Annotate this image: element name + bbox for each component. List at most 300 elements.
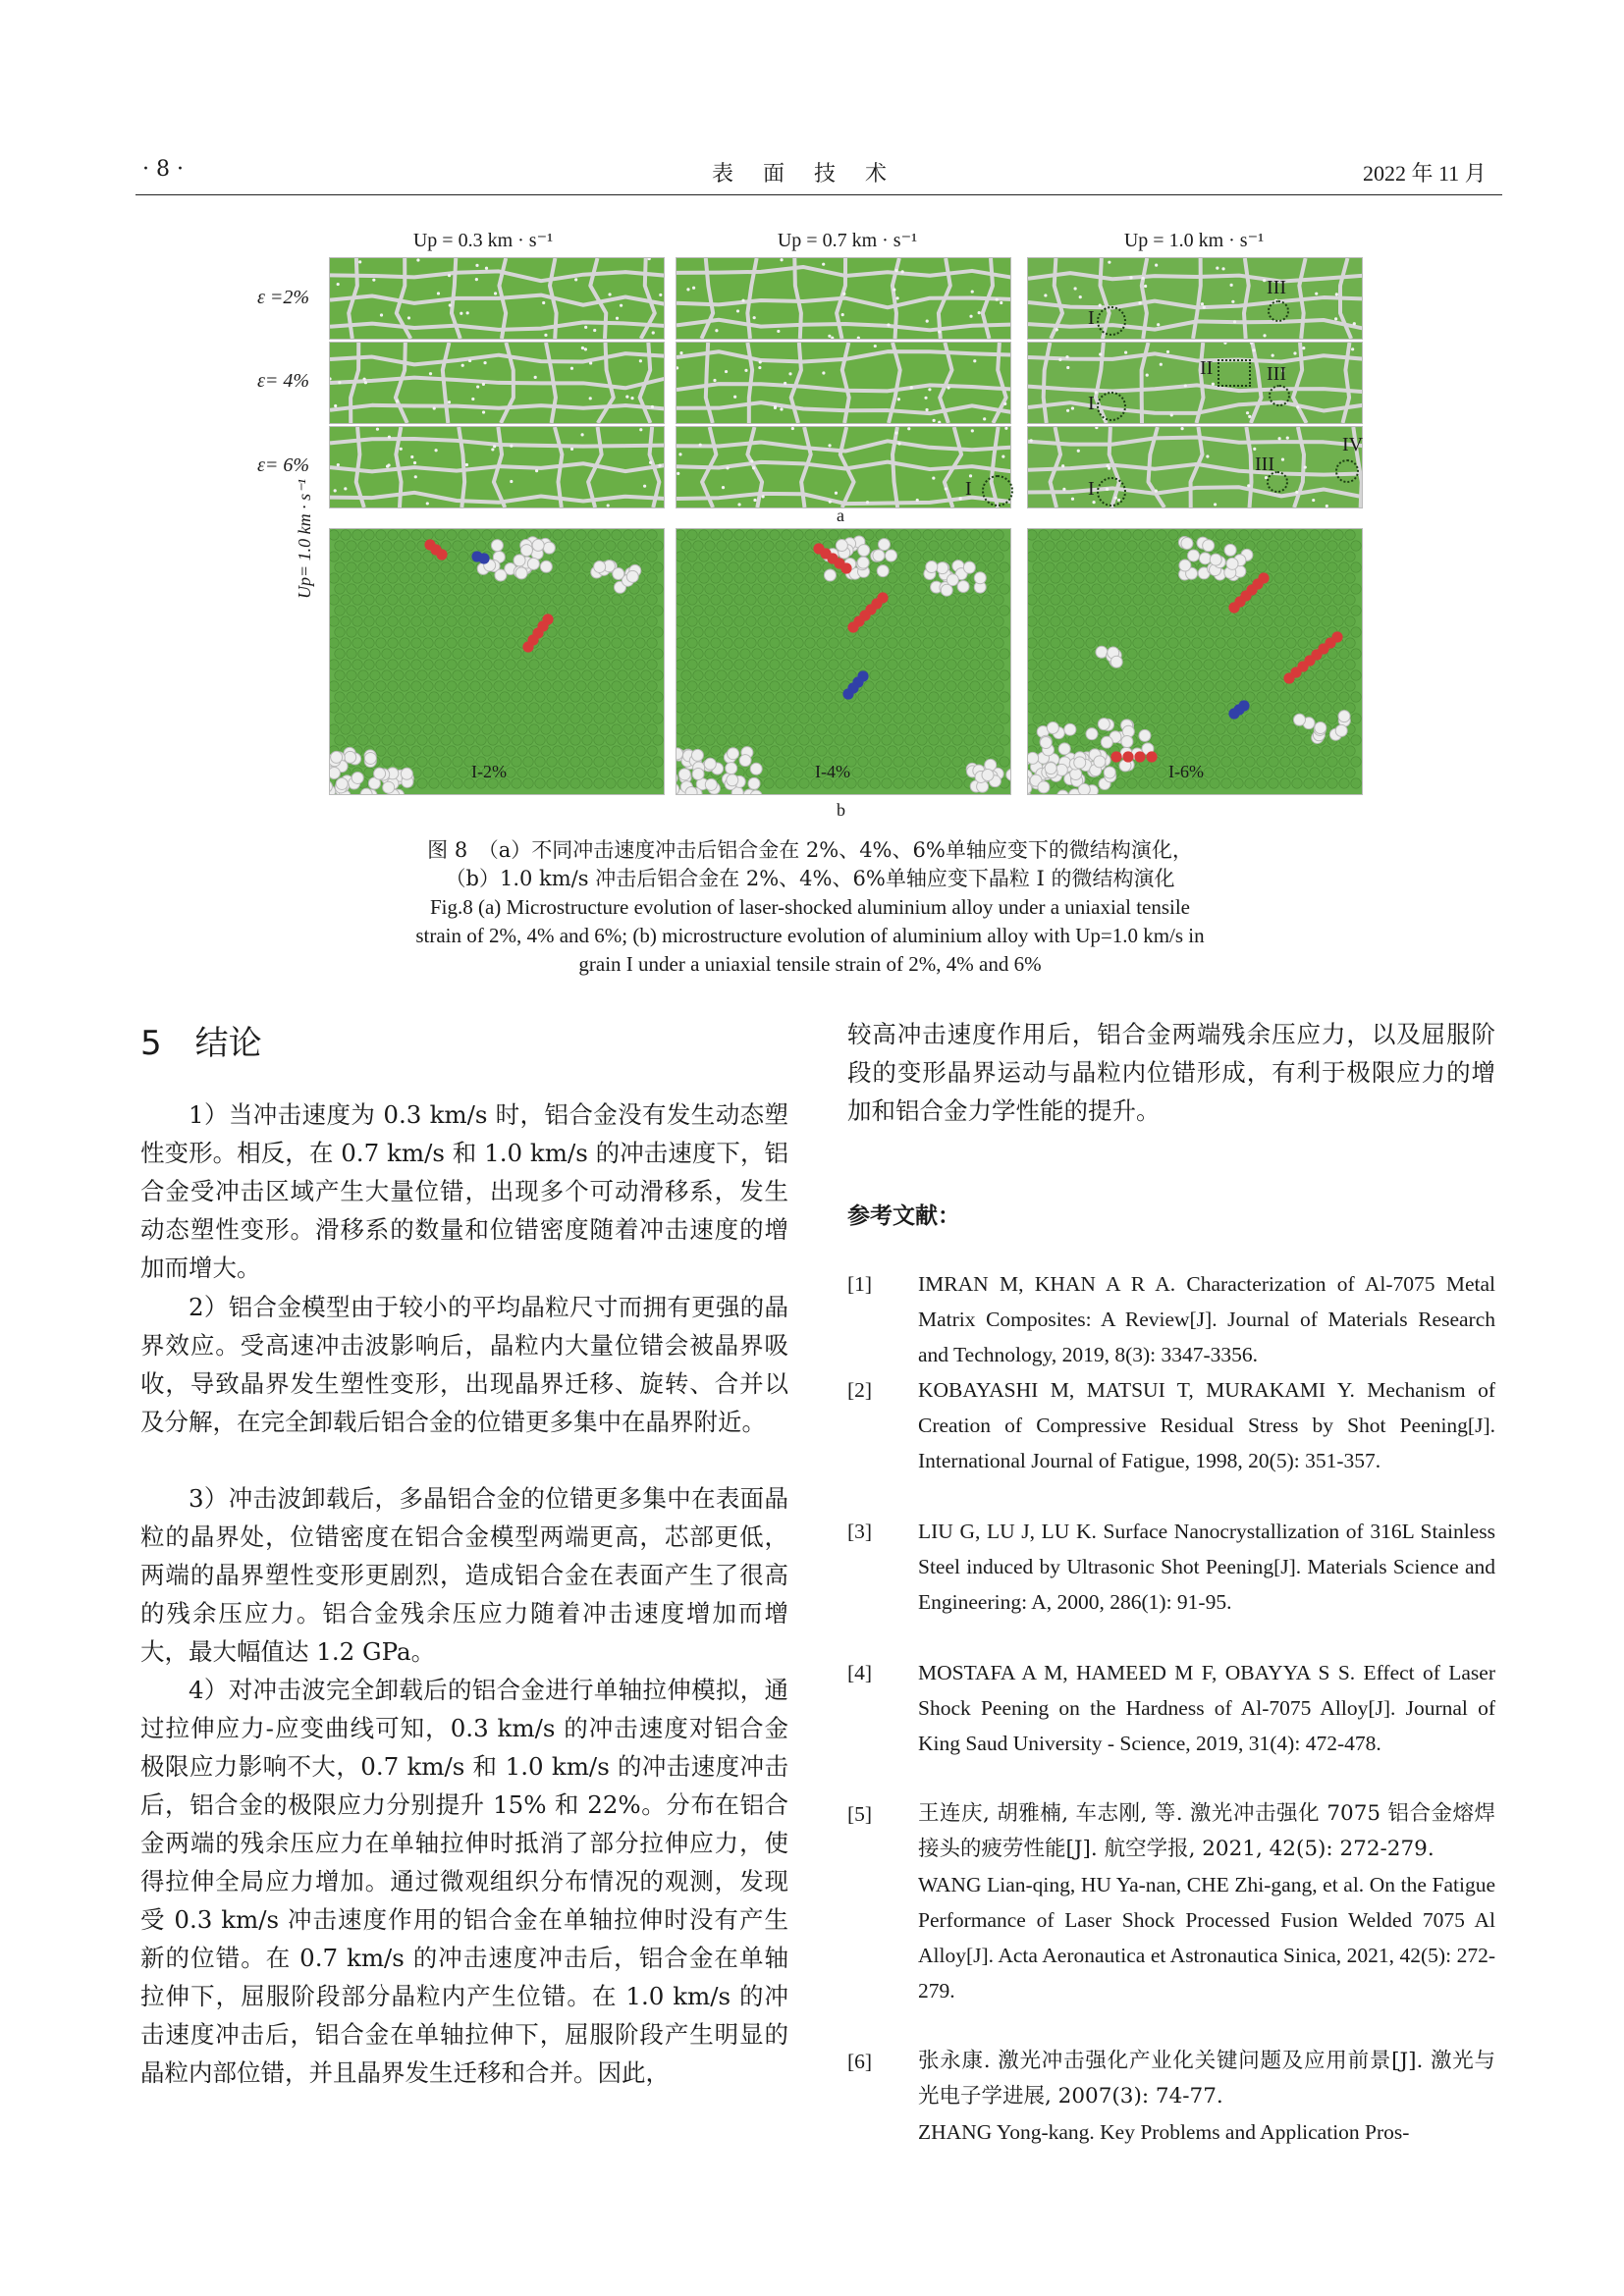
- fcc-atom: [618, 778, 627, 788]
- disordered-atom: [1253, 448, 1256, 451]
- fcc-atom: [1074, 552, 1084, 561]
- fcc-atom: [341, 530, 351, 540]
- fcc-atom: [676, 703, 685, 713]
- disordered-atom: [331, 751, 343, 763]
- fcc-atom: [1121, 573, 1131, 583]
- fcc-atom: [1068, 649, 1078, 659]
- panel-label-I-6: I-6%: [1168, 762, 1204, 781]
- disordered-atom: [1095, 391, 1098, 394]
- fcc-atom: [618, 670, 627, 680]
- disordered-atom: [679, 351, 682, 354]
- fcc-atom: [723, 681, 732, 691]
- fcc-atom: [341, 681, 351, 691]
- fcc-atom: [1000, 584, 1009, 594]
- fcc-atom: [1145, 530, 1155, 540]
- fcc-atom: [764, 714, 774, 723]
- fcc-atom: [793, 768, 803, 777]
- disordered-atom: [510, 480, 513, 483]
- fcc-atom: [1157, 660, 1166, 669]
- fcc-atom: [787, 692, 797, 702]
- fcc-atom: [699, 703, 709, 713]
- reference-text-en: ZHANG Yong-kang. Key Problems and Application Pros-: [918, 2120, 1410, 2144]
- fcc-atom: [388, 616, 398, 626]
- fcc-atom: [876, 616, 886, 626]
- fcc-atom: [570, 757, 580, 767]
- fcc-atom: [1304, 606, 1314, 615]
- disordered-atom: [620, 304, 623, 307]
- fcc-atom: [1245, 606, 1255, 615]
- fcc-atom: [1080, 562, 1090, 572]
- fcc-atom: [1104, 627, 1113, 637]
- fcc-atom: [576, 746, 586, 756]
- fcc-atom: [693, 735, 703, 745]
- fcc-atom: [441, 778, 451, 788]
- fcc-atom: [423, 724, 433, 734]
- fcc-atom: [1192, 616, 1202, 626]
- fcc-atom: [905, 606, 915, 615]
- fcc-atom: [1133, 552, 1143, 561]
- fcc-atom: [406, 670, 415, 680]
- fcc-atom: [917, 627, 927, 637]
- fcc-atom: [653, 692, 663, 702]
- dislocation-atom: [1110, 751, 1121, 762]
- fcc-atom: [429, 735, 439, 745]
- fcc-atom: [852, 746, 862, 756]
- fcc-atom: [535, 757, 545, 767]
- fcc-atom: [1322, 703, 1331, 713]
- fcc-atom: [494, 638, 504, 648]
- fcc-atom: [347, 692, 356, 702]
- grain-boundary: [1028, 437, 1363, 446]
- disordered-atom: [1040, 737, 1052, 749]
- fcc-atom: [676, 681, 685, 691]
- fcc-atom: [941, 735, 950, 745]
- fcc-atom: [476, 541, 486, 551]
- disordered-atom: [1121, 735, 1133, 747]
- disordered-atom: [885, 550, 896, 561]
- disordered-atom: [589, 397, 592, 400]
- disordered-atom: [1180, 427, 1183, 430]
- fcc-atom: [470, 746, 480, 756]
- fcc-atom: [1198, 692, 1208, 702]
- disordered-atom: [753, 316, 756, 319]
- fcc-atom: [612, 724, 622, 734]
- disordered-atom: [329, 768, 340, 779]
- fcc-atom: [823, 735, 833, 745]
- fcc-atom: [529, 595, 539, 605]
- fcc-atom: [740, 649, 750, 659]
- fcc-atom: [899, 616, 909, 626]
- fcc-atom: [811, 735, 821, 745]
- fcc-atom: [947, 530, 956, 540]
- fcc-atom: [459, 530, 468, 540]
- fcc-atom: [1257, 778, 1267, 788]
- fcc-atom: [618, 757, 627, 767]
- fcc-atom: [1274, 660, 1284, 669]
- disordered-atom: [1000, 301, 1002, 304]
- disordered-atom: [433, 406, 436, 409]
- fcc-atom: [335, 714, 345, 723]
- fcc-atom: [988, 627, 998, 637]
- fcc-atom: [1292, 757, 1302, 767]
- fcc-atom: [876, 746, 886, 756]
- fcc-atom: [1198, 584, 1208, 594]
- fcc-atom: [1251, 638, 1261, 648]
- fcc-atom: [1257, 562, 1267, 572]
- fcc-atom: [1180, 681, 1190, 691]
- disordered-atom: [338, 381, 341, 384]
- fcc-atom: [559, 584, 568, 594]
- fcc-atom: [400, 703, 409, 713]
- fcc-atom: [1351, 649, 1361, 659]
- fcc-atom: [565, 573, 574, 583]
- disordered-atom: [836, 540, 847, 552]
- fcc-atom: [553, 573, 563, 583]
- fcc-atom: [840, 660, 850, 669]
- disordered-atom: [1157, 323, 1160, 326]
- fcc-atom: [1233, 627, 1243, 637]
- fcc-atom: [923, 746, 933, 756]
- fcc-atom: [441, 670, 451, 680]
- fcc-atom: [535, 670, 545, 680]
- disordered-atom: [937, 562, 948, 574]
- fcc-atom: [1251, 768, 1261, 777]
- fcc-atom: [835, 670, 844, 680]
- fcc-atom: [1051, 616, 1060, 626]
- fcc-atom: [635, 660, 645, 669]
- fcc-atom: [1039, 552, 1049, 561]
- fcc-atom: [1145, 660, 1155, 669]
- fcc-atom: [1174, 584, 1184, 594]
- fcc-atom: [1139, 541, 1149, 551]
- fcc-atom: [400, 595, 409, 605]
- fcc-atom: [1333, 681, 1343, 691]
- disordered-atom: [774, 406, 777, 409]
- disordered-atom: [1078, 783, 1090, 795]
- fcc-atom: [1322, 530, 1331, 540]
- fcc-atom: [582, 692, 592, 702]
- fcc-atom: [947, 746, 956, 756]
- fcc-atom: [1351, 562, 1361, 572]
- fcc-atom: [746, 660, 756, 669]
- twin-atom: [842, 688, 853, 699]
- fcc-atom: [470, 703, 480, 713]
- fcc-atom: [952, 541, 962, 551]
- dotted-circle: [1269, 385, 1290, 406]
- fcc-atom: [935, 724, 945, 734]
- disordered-atom: [874, 345, 877, 347]
- fcc-atom: [1210, 649, 1219, 659]
- fcc-atom: [941, 714, 950, 723]
- fcc-atom: [1000, 757, 1009, 767]
- fcc-atom: [723, 703, 732, 713]
- fcc-atom: [453, 606, 462, 615]
- fcc-atom: [699, 530, 709, 540]
- fcc-atom: [517, 681, 527, 691]
- fcc-atom: [411, 724, 421, 734]
- fcc-atom: [693, 606, 703, 615]
- fcc-atom: [1168, 681, 1178, 691]
- fcc-atom: [1322, 746, 1331, 756]
- disordered-atom: [677, 472, 679, 475]
- disordered-atom: [726, 763, 737, 774]
- fcc-atom: [1104, 670, 1113, 680]
- fcc-atom: [1115, 606, 1125, 615]
- fcc-atom: [606, 778, 616, 788]
- fcc-atom: [488, 627, 498, 637]
- fcc-atom: [799, 714, 809, 723]
- fcc-atom: [1127, 584, 1137, 594]
- fcc-atom: [888, 573, 897, 583]
- fcc-atom: [618, 627, 627, 637]
- fcc-atom: [982, 724, 992, 734]
- fcc-atom: [1151, 649, 1161, 659]
- fcc-atom: [623, 681, 633, 691]
- fcc-atom: [417, 649, 427, 659]
- fcc-atom: [576, 573, 586, 583]
- fcc-atom: [1345, 530, 1355, 540]
- disordered-atom: [449, 303, 452, 306]
- dotted-circle: [1097, 306, 1126, 336]
- fcc-atom: [976, 562, 986, 572]
- fcc-atom: [411, 703, 421, 713]
- fcc-atom: [1080, 584, 1090, 594]
- disordered-atom: [780, 407, 783, 410]
- fcc-atom: [411, 595, 421, 605]
- disordered-atom: [713, 379, 716, 382]
- row-label-2: ε =2%: [257, 287, 310, 308]
- fcc-atom: [447, 703, 457, 713]
- fcc-atom: [623, 595, 633, 605]
- fcc-atom: [764, 584, 774, 594]
- fcc-atom: [687, 681, 697, 691]
- fcc-atom: [512, 757, 521, 767]
- fcc-atom: [411, 530, 421, 540]
- fcc-atom: [1316, 670, 1326, 680]
- fcc-atom: [647, 660, 657, 669]
- disordered-atom: [699, 444, 702, 447]
- fcc-atom: [517, 746, 527, 756]
- fcc-atom: [840, 746, 850, 756]
- fcc-atom: [612, 703, 622, 713]
- fcc-atom: [1133, 681, 1143, 691]
- fcc-atom: [687, 660, 697, 669]
- fcc-atom: [629, 735, 639, 745]
- fcc-atom: [1121, 595, 1131, 605]
- fcc-atom: [994, 703, 1003, 713]
- fcc-atom: [1327, 562, 1337, 572]
- disordered-atom: [878, 539, 890, 551]
- fcc-atom: [782, 595, 791, 605]
- fcc-atom: [570, 714, 580, 723]
- fcc-atom: [770, 660, 780, 669]
- fcc-atom: [711, 660, 721, 669]
- fcc-atom: [1110, 552, 1119, 561]
- fcc-atom: [1327, 606, 1337, 615]
- fcc-atom: [635, 724, 645, 734]
- grain-boundary: [677, 298, 1011, 308]
- fcc-atom: [1027, 595, 1037, 605]
- fcc-atom: [752, 541, 762, 551]
- fcc-atom: [482, 616, 492, 626]
- fcc-atom: [417, 627, 427, 637]
- fcc-atom: [582, 584, 592, 594]
- fcc-atom: [1092, 670, 1102, 680]
- fcc-atom: [594, 670, 604, 680]
- fcc-atom: [1045, 541, 1055, 551]
- fcc-atom: [1151, 562, 1161, 572]
- fcc-atom: [400, 638, 409, 648]
- fcc-atom: [1310, 616, 1320, 626]
- grain-boundary: [330, 439, 665, 447]
- fcc-atom: [1027, 616, 1037, 626]
- fcc-atom: [1339, 649, 1349, 659]
- fcc-atom: [1310, 530, 1320, 540]
- fcc-atom: [447, 724, 457, 734]
- fcc-atom: [1269, 541, 1278, 551]
- disordered-atom: [715, 329, 718, 332]
- fcc-atom: [681, 735, 691, 745]
- fcc-atom: [394, 714, 404, 723]
- grain-boundary: [1246, 427, 1251, 507]
- fcc-atom: [723, 660, 732, 669]
- fcc-atom: [1216, 768, 1225, 777]
- fcc-atom: [1080, 606, 1090, 615]
- fcc-atom: [899, 638, 909, 648]
- fcc-atom: [435, 530, 445, 540]
- fcc-atom: [976, 735, 986, 745]
- fcc-atom: [1157, 768, 1166, 777]
- fcc-atom: [705, 627, 715, 637]
- fcc-atom: [559, 735, 568, 745]
- disordered-atom: [1124, 351, 1127, 354]
- fcc-atom: [835, 627, 844, 637]
- fcc-atom: [406, 714, 415, 723]
- disordered-atom: [932, 476, 935, 479]
- fcc-atom: [400, 681, 409, 691]
- fcc-atom: [606, 606, 616, 615]
- fcc-atom: [653, 562, 663, 572]
- fcc-atom: [799, 692, 809, 702]
- fcc-atom: [629, 541, 639, 551]
- fcc-atom: [693, 562, 703, 572]
- disordered-atom: [1064, 723, 1076, 735]
- fcc-atom: [1245, 735, 1255, 745]
- fcc-atom: [541, 660, 551, 669]
- fcc-atom: [687, 638, 697, 648]
- row-label-4: ε= 4%: [257, 370, 310, 392]
- fcc-atom: [459, 573, 468, 583]
- atomic-configuration-panel: [1027, 528, 1363, 795]
- fcc-atom: [1139, 649, 1149, 659]
- fcc-atom: [517, 616, 527, 626]
- fcc-atom: [329, 530, 339, 540]
- fcc-atom: [723, 595, 732, 605]
- fcc-atom: [1139, 778, 1149, 788]
- fcc-atom: [746, 530, 756, 540]
- fcc-atom: [1056, 627, 1066, 637]
- fcc-atom: [740, 627, 750, 637]
- fcc-atom: [1327, 670, 1337, 680]
- reference-number: [2]: [847, 1378, 873, 1402]
- fcc-atom: [917, 735, 927, 745]
- fcc-atom: [570, 627, 580, 637]
- fcc-atom: [1263, 530, 1272, 540]
- reference-number: [5]: [847, 1802, 873, 1826]
- fcc-atom: [729, 692, 738, 702]
- disordered-atom: [831, 337, 834, 340]
- fcc-atom: [888, 616, 897, 626]
- fcc-atom: [970, 530, 980, 540]
- fcc-atom: [1345, 595, 1355, 605]
- disordered-atom: [345, 751, 356, 763]
- fcc-atom: [488, 670, 498, 680]
- fcc-atom: [776, 541, 785, 551]
- fcc-atom: [1168, 724, 1178, 734]
- annotation-grain-I: I: [1088, 478, 1095, 500]
- disordered-atom: [1224, 544, 1236, 556]
- disordered-atom: [1304, 465, 1307, 468]
- fcc-atom: [870, 692, 880, 702]
- fcc-atom: [899, 703, 909, 713]
- fcc-atom: [623, 552, 633, 561]
- disordered-atom: [416, 258, 419, 261]
- fcc-atom: [1098, 703, 1108, 713]
- fcc-atom: [1221, 649, 1231, 659]
- fcc-atom: [1133, 616, 1143, 626]
- fcc-atom: [1339, 670, 1349, 680]
- fcc-atom: [723, 530, 732, 540]
- disordered-atom: [822, 371, 825, 374]
- fcc-atom: [1086, 638, 1096, 648]
- fcc-atom: [1351, 541, 1361, 551]
- fcc-atom: [876, 638, 886, 648]
- fcc-atom: [1086, 616, 1096, 626]
- fcc-atom: [394, 692, 404, 702]
- fcc-atom: [1316, 584, 1326, 594]
- disordered-atom: [337, 283, 340, 286]
- fcc-atom: [1274, 638, 1284, 648]
- fcc-atom: [494, 660, 504, 669]
- fcc-atom: [1269, 670, 1278, 680]
- fcc-atom: [506, 638, 515, 648]
- fcc-atom: [535, 714, 545, 723]
- fcc-atom: [1269, 757, 1278, 767]
- fcc-atom: [1080, 714, 1090, 723]
- fcc-atom: [453, 627, 462, 637]
- disordered-atom: [510, 445, 513, 448]
- fcc-atom: [500, 714, 510, 723]
- references-title: 参考文献：: [847, 1203, 960, 1229]
- fcc-atom: [988, 562, 998, 572]
- fcc-atom: [1033, 714, 1043, 723]
- fcc-atom: [1192, 595, 1202, 605]
- fcc-atom: [1039, 660, 1049, 669]
- fcc-atom: [582, 606, 592, 615]
- fcc-atom: [893, 562, 903, 572]
- panel-label-I-2: I-2%: [471, 762, 507, 781]
- fcc-atom: [958, 616, 968, 626]
- fcc-atom: [893, 606, 903, 615]
- fcc-atom: [1280, 606, 1290, 615]
- fcc-atom: [711, 703, 721, 713]
- fcc-atom: [358, 735, 368, 745]
- fcc-atom: [370, 562, 380, 572]
- disordered-atom: [938, 421, 941, 424]
- fcc-atom: [1074, 681, 1084, 691]
- fcc-atom: [823, 584, 833, 594]
- disordered-atom: [691, 749, 703, 761]
